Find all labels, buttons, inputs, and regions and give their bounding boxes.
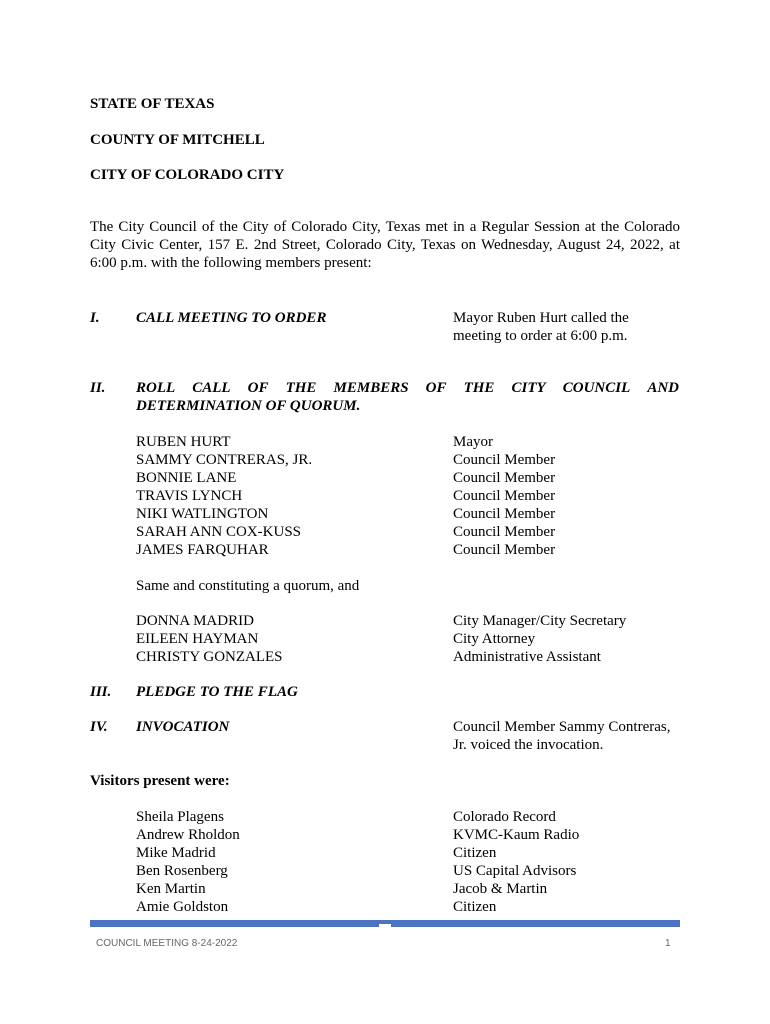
section-4-title: INVOCATION — [136, 719, 230, 735]
member-role: Council Member — [453, 506, 556, 522]
council-member-names — [136, 433, 312, 559]
staff-name: CHRISTY GONZALES — [136, 649, 283, 665]
visitor-affiliation: Citizen — [453, 845, 497, 861]
intro-paragraph: The City Council of the City of Colorado City, Texas met in a Regular Session at the Colorado City Civic Center, 157 E. 2nd Street, Colorado City, Texas on Wednesday, August 24, 2022, at 6:00 p.m. with the following members present: — [90, 219, 680, 271]
council-member-roles — [453, 433, 555, 559]
section-4-note-line2: Jr. voiced the invocation. — [453, 737, 604, 753]
member-name: NIKI WATLINGTON — [136, 506, 269, 522]
section-3-title: PLEDGE TO THE FLAG — [136, 684, 298, 700]
member-name: SARAH ANN COX-KUSS — [136, 524, 302, 540]
section-2-word: OF — [247, 380, 269, 396]
staff-name: DONNA MADRID — [136, 613, 254, 629]
member-role: Council Member — [453, 524, 556, 540]
visitor-name: Ken Martin — [136, 881, 206, 897]
footer-label: COUNCIL MEETING 8-24-2022 — [96, 938, 238, 949]
member-name: SAMMY CONTRERAS, JR. — [136, 452, 313, 468]
section-1-note-line2: meeting to order at 6:00 p.m. — [453, 328, 628, 344]
member-role: Council Member — [453, 470, 556, 486]
section-2-word: ROLL — [136, 380, 176, 396]
section-2-title-line1 — [136, 379, 679, 397]
footer-rule — [90, 920, 680, 927]
staff-role: City Manager/City Secretary — [453, 613, 627, 629]
visitor-name: Mike Madrid — [136, 845, 216, 861]
county-heading: COUNTY OF MITCHELL — [90, 132, 265, 148]
section-2-word: CALL — [192, 380, 231, 396]
section-2-word: OF — [425, 380, 447, 396]
visitor-name: Sheila Plagens — [136, 809, 224, 825]
member-name: JAMES FARQUHAR — [136, 542, 269, 558]
visitor-names — [136, 808, 240, 916]
footer-rule-tab — [379, 924, 391, 927]
staff-names — [136, 612, 283, 666]
section-4-note-line1: Council Member Sammy Contreras, — [453, 719, 671, 735]
visitor-name: Ben Rosenberg — [136, 863, 228, 879]
state-heading: STATE OF TEXAS — [90, 96, 215, 112]
staff-roles — [453, 612, 626, 666]
member-name: BONNIE LANE — [136, 470, 237, 486]
section-2-word: MEMBERS — [333, 380, 409, 396]
section-1-note — [453, 309, 683, 345]
section-2-word: THE — [463, 380, 495, 396]
visitor-affiliation: Jacob & Martin — [453, 881, 548, 897]
member-role: Mayor — [453, 434, 493, 450]
section-1-note-line1: Mayor Ruben Hurt called the — [453, 310, 629, 326]
staff-role: Administrative Assistant — [453, 649, 601, 665]
member-name: TRAVIS LYNCH — [136, 488, 243, 504]
quorum-text: Same and constituting a quorum, and — [136, 578, 360, 594]
visitor-name: Amie Goldston — [136, 899, 229, 915]
member-role: Council Member — [453, 452, 556, 468]
visitor-affiliation: US Capital Advisors — [453, 863, 577, 879]
section-2-word: CITY — [511, 380, 546, 396]
page-number: 1 — [665, 938, 671, 949]
city-heading: CITY OF COLORADO CITY — [90, 167, 285, 183]
section-2-word: AND — [647, 380, 679, 396]
staff-role: City Attorney — [453, 631, 536, 647]
staff-name: EILEEN HAYMAN — [136, 631, 259, 647]
visitor-affiliations — [453, 808, 579, 916]
section-4-note — [453, 718, 683, 754]
visitor-affiliation: Citizen — [453, 899, 497, 915]
section-1-numeral: I. — [90, 310, 100, 326]
section-2-title — [136, 379, 679, 415]
member-name: RUBEN HURT — [136, 434, 231, 450]
visitor-name: Andrew Rholdon — [136, 827, 240, 843]
member-role: Council Member — [453, 488, 556, 504]
section-2-numeral: II. — [90, 380, 106, 396]
visitor-affiliation: Colorado Record — [453, 809, 556, 825]
section-4-numeral: IV. — [90, 719, 108, 735]
section-1-title: CALL MEETING TO ORDER — [136, 310, 327, 326]
section-2-title-line2: DETERMINATION OF QUORUM. — [136, 398, 361, 414]
visitors-heading: Visitors present were: — [90, 773, 230, 789]
section-2-word: THE — [285, 380, 317, 396]
visitor-affiliation: KVMC-Kaum Radio — [453, 827, 580, 843]
section-3-numeral: III. — [90, 684, 112, 700]
section-2-word: COUNCIL — [562, 380, 631, 396]
member-role: Council Member — [453, 542, 556, 558]
